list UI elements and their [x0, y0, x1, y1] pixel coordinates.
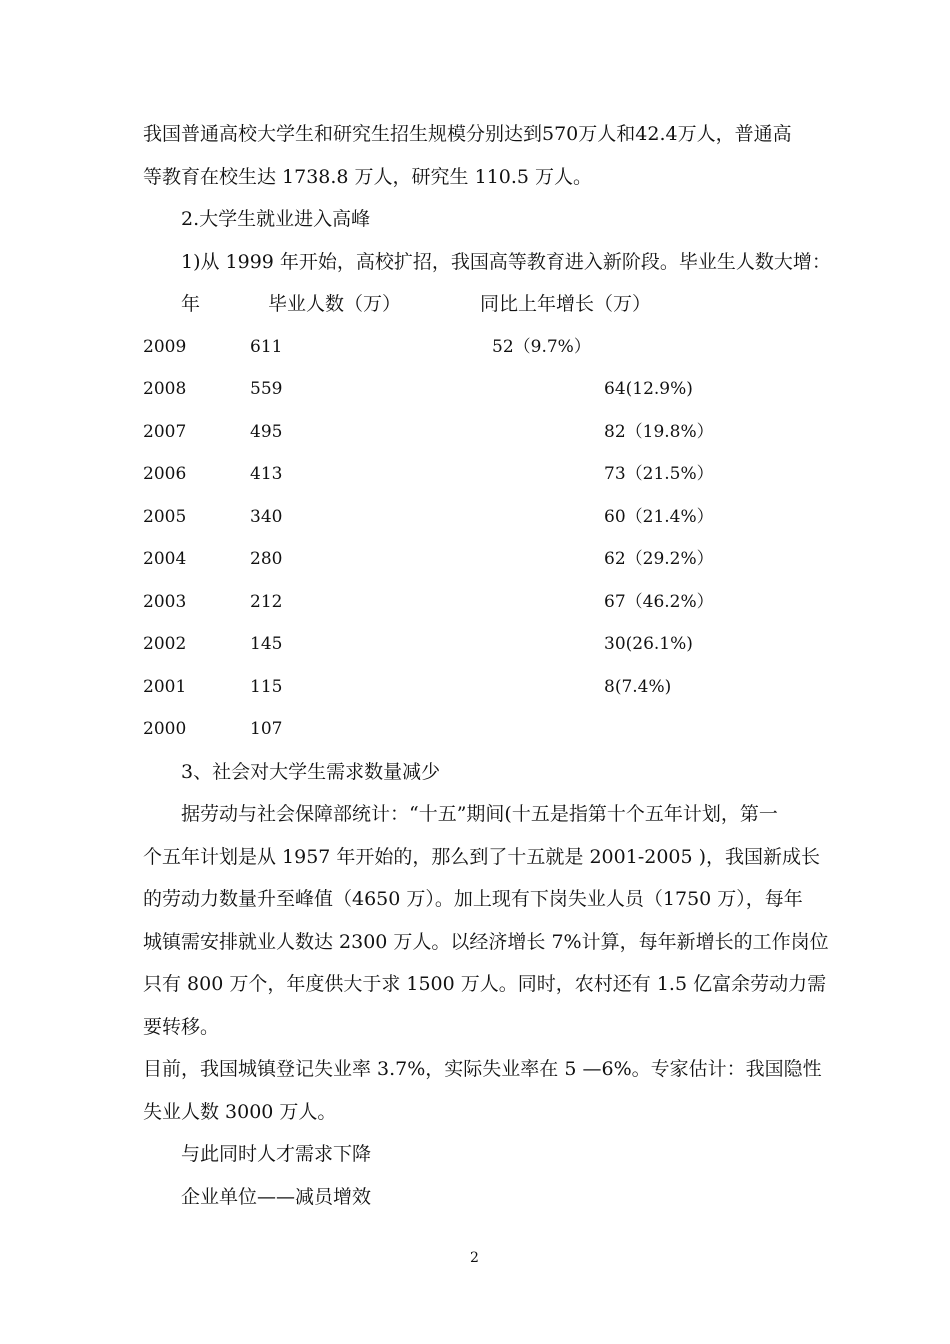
- paragraph-line: 失业人数 3000 万人。: [143, 1101, 337, 1123]
- table-cell-growth: 67（46.2%）: [604, 592, 714, 612]
- table-cell-year: 2006: [143, 464, 187, 484]
- table-cell-year: 2001: [143, 677, 187, 697]
- table-cell-graduates: 212: [250, 592, 283, 612]
- table-cell-year: 2005: [143, 507, 187, 527]
- section-heading: 3、社会对大学生需求数量减少: [181, 761, 441, 783]
- table-cell-growth: 64(12.9%): [604, 379, 693, 399]
- table-cell-year: 2007: [143, 422, 187, 442]
- table-cell-graduates: 340: [250, 507, 283, 527]
- table-cell-year: 2002: [143, 634, 187, 654]
- paragraph-line: 1)从 1999 年开始，高校扩招，我国高等教育进入新阶段。毕业生人数大增：: [181, 251, 831, 273]
- paragraph-line: 的劳动力数量升至峰值（4650 万）。加上现有下岗失业人员（1750 万），每年: [143, 888, 803, 910]
- table-header-year: 年: [181, 293, 201, 315]
- paragraph-line: 企业单位——减员增效: [181, 1186, 372, 1208]
- table-cell-graduates: 107: [250, 719, 283, 739]
- paragraph-line: 我国普通高校大学生和研究生招生规模分别达到570万人和42.4万人，普通高: [143, 123, 792, 145]
- table-cell-growth: 73（21.5%）: [604, 464, 714, 484]
- page-number: 2: [470, 1250, 479, 1266]
- paragraph-line: 要转移。: [143, 1016, 220, 1038]
- table-cell-graduates: 559: [250, 379, 283, 399]
- paragraph-line: 个五年计划是从 1957 年开始的，那么到了十五就是 2001-2005 )，我国新成长: [143, 846, 821, 868]
- table-cell-year: 2000: [143, 719, 187, 739]
- paragraph-line: 据劳动与社会保障部统计：“十五”期间(十五是指第十个五年计划，第一: [181, 803, 778, 825]
- table-cell-growth: 82（19.8%）: [604, 422, 714, 442]
- section-heading: 2.大学生就业进入高峰: [181, 208, 371, 230]
- paragraph-line: 与此同时人才需求下降: [181, 1143, 372, 1165]
- table-cell-graduates: 280: [250, 549, 283, 569]
- table-cell-year: 2004: [143, 549, 187, 569]
- table-cell-growth: 30(26.1%): [604, 634, 693, 654]
- table-cell-year: 2008: [143, 379, 187, 399]
- paragraph-line: 等教育在校生达 1738.8 万人，研究生 110.5 万人。: [143, 166, 593, 188]
- table-cell-graduates: 611: [250, 337, 283, 357]
- table-cell-graduates: 115: [250, 677, 283, 697]
- table-header-graduates: 毕业人数（万）: [268, 293, 402, 315]
- table-cell-growth: 60（21.4%）: [604, 507, 714, 527]
- table-header-growth: 同比上年增长（万）: [480, 293, 652, 315]
- table-cell-graduates: 495: [250, 422, 283, 442]
- table-cell-graduates: 413: [250, 464, 283, 484]
- paragraph-line: 目前，我国城镇登记失业率 3.7%，实际失业率在 5 —6%。专家估计：我国隐性: [143, 1058, 822, 1080]
- table-cell-growth: 52（9.7%）: [492, 337, 591, 357]
- table-cell-year: 2009: [143, 337, 187, 357]
- table-cell-growth: 8(7.4%): [604, 677, 672, 697]
- table-cell-growth: 62（29.2%）: [604, 549, 714, 569]
- table-cell-graduates: 145: [250, 634, 283, 654]
- table-cell-year: 2003: [143, 592, 187, 612]
- paragraph-line: 城镇需安排就业人数达 2300 万人。以经济增长 7%计算，每年新增长的工作岗位: [143, 931, 829, 953]
- paragraph-line: 只有 800 万个，年度供大于求 1500 万人。同时，农村还有 1.5 亿富余劳动力需: [143, 973, 827, 995]
